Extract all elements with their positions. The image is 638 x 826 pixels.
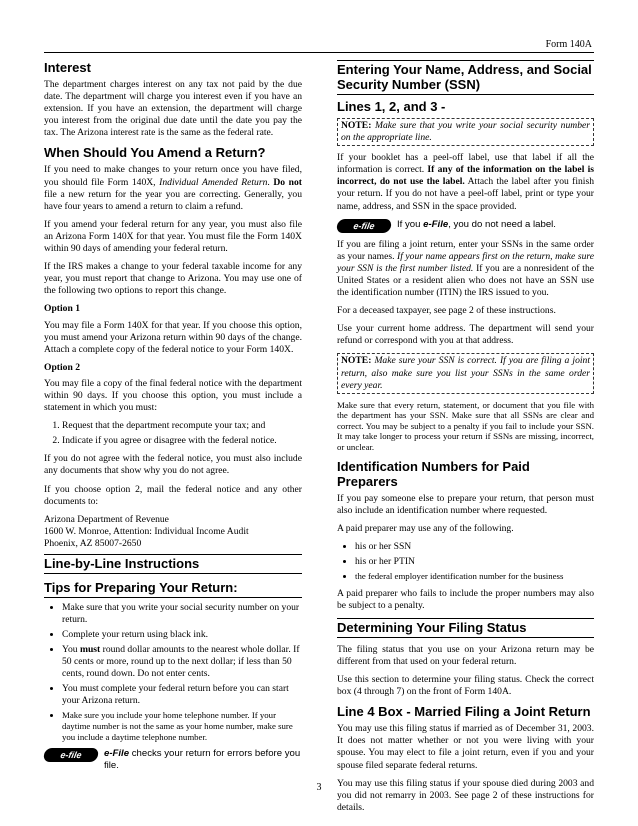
efile-note <box>44 748 302 772</box>
address-line: Phoenix, AZ 85007-2650 <box>44 537 142 549</box>
filing-status-paragraph-2: Use this section to determine your filing status. Check the correct box (4 through 7) on the front of Form 140A. <box>337 674 594 698</box>
list-item: • Complete your return using black ink. <box>62 629 302 641</box>
header-rule <box>44 52 594 53</box>
list-item: • Make sure you include your home telephone number. If your daytime number is not the same as your home number, make sure you include a daytime telephone number. <box>62 710 302 742</box>
filing-status-paragraph-1: The filing status that you use on your Arizona return may be different from that used on your federal return. <box>337 643 594 667</box>
list-item: • his or her PTIN <box>355 556 594 568</box>
preparers-paragraph-2: A paid preparer may use any of the following. <box>337 522 514 534</box>
option-2-heading: Option 2 <box>44 361 80 373</box>
ssn-correct-note: NOTE: Make sure your SSN is correct. If you are filing a joint return, also make sure you list your SSNs in the same order every year. <box>337 353 594 393</box>
efile-text: If you e-File, you do not need a label. <box>397 218 556 230</box>
address-line: 1600 W. Monroe, Attention: Individual Income Audit <box>44 525 249 537</box>
amend-paragraph-4: If you do not agree with the federal notice, you must also include any documents that show why you do not agree. <box>44 453 302 477</box>
tips-list <box>44 602 302 743</box>
address-paragraph: Use your current home address. The department will send your refund or correspond with you at that address. <box>337 323 594 347</box>
form-id: Form 140A <box>545 39 592 50</box>
interest-heading: Interest <box>44 60 91 75</box>
filing-status-heading: Determining Your Filing Status <box>337 618 594 638</box>
preparers-paragraph-1: If you pay someone else to prepare your return, that person must also include an identification number where requested. <box>337 492 594 516</box>
ssn-note: NOTE: Make sure that you write your social security number on the appropriate line. <box>337 118 594 146</box>
deceased-paragraph: For a deceased taxpayer, see page 2 of these instructions. <box>337 305 556 317</box>
list-item: • Make sure that you write your social security number on your return. <box>62 602 302 626</box>
efile-logo-icon: e-file <box>336 219 392 233</box>
amend-paragraph-5: If you choose option 2, mail the federal notice and any other documents to: <box>44 483 302 507</box>
preparer-id-list <box>337 541 594 582</box>
option-2-text: You may file a copy of the final federal notice with the department within 90 days. If you choose this option, you must include a statement in which you must: <box>44 377 302 414</box>
amend-paragraph-1: If you need to make changes to your return once you have filed, you should file Form 140X, Individual Amended Return. Do not file a new return for the year you are correcting. Generally, you have four years to amend a return to claim a refund. <box>44 164 303 212</box>
option-1-heading: Option 1 <box>44 303 80 315</box>
amend-paragraph-3: If the IRS makes a change to your federal taxable income for any year, you must report that change to Arizona. You may use one of the following two options to report this change. <box>44 261 302 297</box>
line-by-line-heading: Line-by-Line Instructions <box>44 554 302 574</box>
address-line: Arizona Department of Revenue <box>44 513 169 525</box>
line-4-heading: Line 4 Box - Married Filing a Joint Return <box>337 704 591 720</box>
efile-text: e-File checks your return for errors before you file. <box>104 748 301 772</box>
efile-label-note <box>337 219 594 233</box>
ssn-paragraph: Make sure that every return, statement, or document that you file with the department has your SSN. Make sure that all SSNs are clear and correct. You may be subject to a penalty if you fail to include your SSN. It may take longer to process your return if SSNs are missing, incorrect, or unclear. <box>337 399 594 453</box>
list-item: 2. Indicate if you agree or disagree with the federal notice. <box>62 435 302 447</box>
page-number: 3 <box>316 782 322 793</box>
list-item: 1. Request that the department recompute your tax; and <box>62 420 302 432</box>
name-ssn-heading: Entering Your Name, Address, and Social Security Number (SSN) <box>337 60 594 95</box>
tips-heading: Tips for Preparing Your Return: <box>44 580 302 598</box>
list-item: • You must round dollar amounts to the nearest whole dollar. If 50 cents or more, round up to the next dollar; if less than 50 cents, round down. Do not enter cents. <box>62 644 302 680</box>
mailing-address <box>44 514 302 550</box>
efile-logo-icon: e-file <box>43 748 99 762</box>
statement-list <box>44 420 302 447</box>
line-4-paragraph-2: You may use this filing status if your spouse died during 2003 and you did not remarry in 2003. See page 2 of these instructions for details. <box>337 777 594 813</box>
amend-paragraph-2: If you amend your federal return for any year, you must also file an Arizona Form 140X for that year. You must file the Form 140X within 90 days of amending your federal return. <box>44 218 302 255</box>
list-item: • the federal employer identification number for the business <box>355 571 594 582</box>
interest-paragraph: The department charges interest on any tax not paid by the due date. The department will charge you interest even if you have an extension. If you have an extension, the department will charge you interest from the original due date until the date you pay the tax. The Arizona interest rate is the same as the federal rate. <box>44 79 302 139</box>
line-4-paragraph-1: You may use this filing status if married as of December 31, 2003. It does not matter whether or not you were living with your spouse. You may elect to file a joint return, even if you and your spouse filed separate federal returns. <box>337 723 594 771</box>
right-column <box>337 60 594 820</box>
preparers-heading: Identification Numbers for Paid Preparers <box>337 458 530 489</box>
list-item: • his or her SSN <box>355 541 594 553</box>
left-column <box>44 60 302 778</box>
label-paragraph: If your booklet has a peel-off label, use that label if all the information is correct. If any of the information on the label is incorrect, do not use the label. Attach the label after you finish your return. If you do not have a peel-off label, print or type your name, address, and SSN in the space provided. <box>337 152 594 212</box>
preparers-paragraph-3: A paid preparer who fails to include the proper numbers may also be subject to a penalty. <box>337 587 594 611</box>
amend-heading: When Should You Amend a Return? <box>44 145 266 161</box>
option-1-text: You may file a Form 140X for that year. If you choose this option, you must amend your Arizona return within 90 days of the change. Attach a complete copy of the federal notice to your Form 140X. <box>44 319 302 355</box>
lines-1-2-3-heading: Lines 1, 2, and 3 - <box>337 99 446 114</box>
joint-return-paragraph: If you are filing a joint return, enter your SSNs in the same order as your names. If your name appears first on the return, make sure your SSN is the first number listed. If you are a nonresident of the United States or a resident alien who does not have an SSN use the identification number (ITIN) the IRS issued to you. <box>337 238 594 299</box>
list-item: • You must complete your federal return before you can start your Arizona return. <box>62 683 302 707</box>
